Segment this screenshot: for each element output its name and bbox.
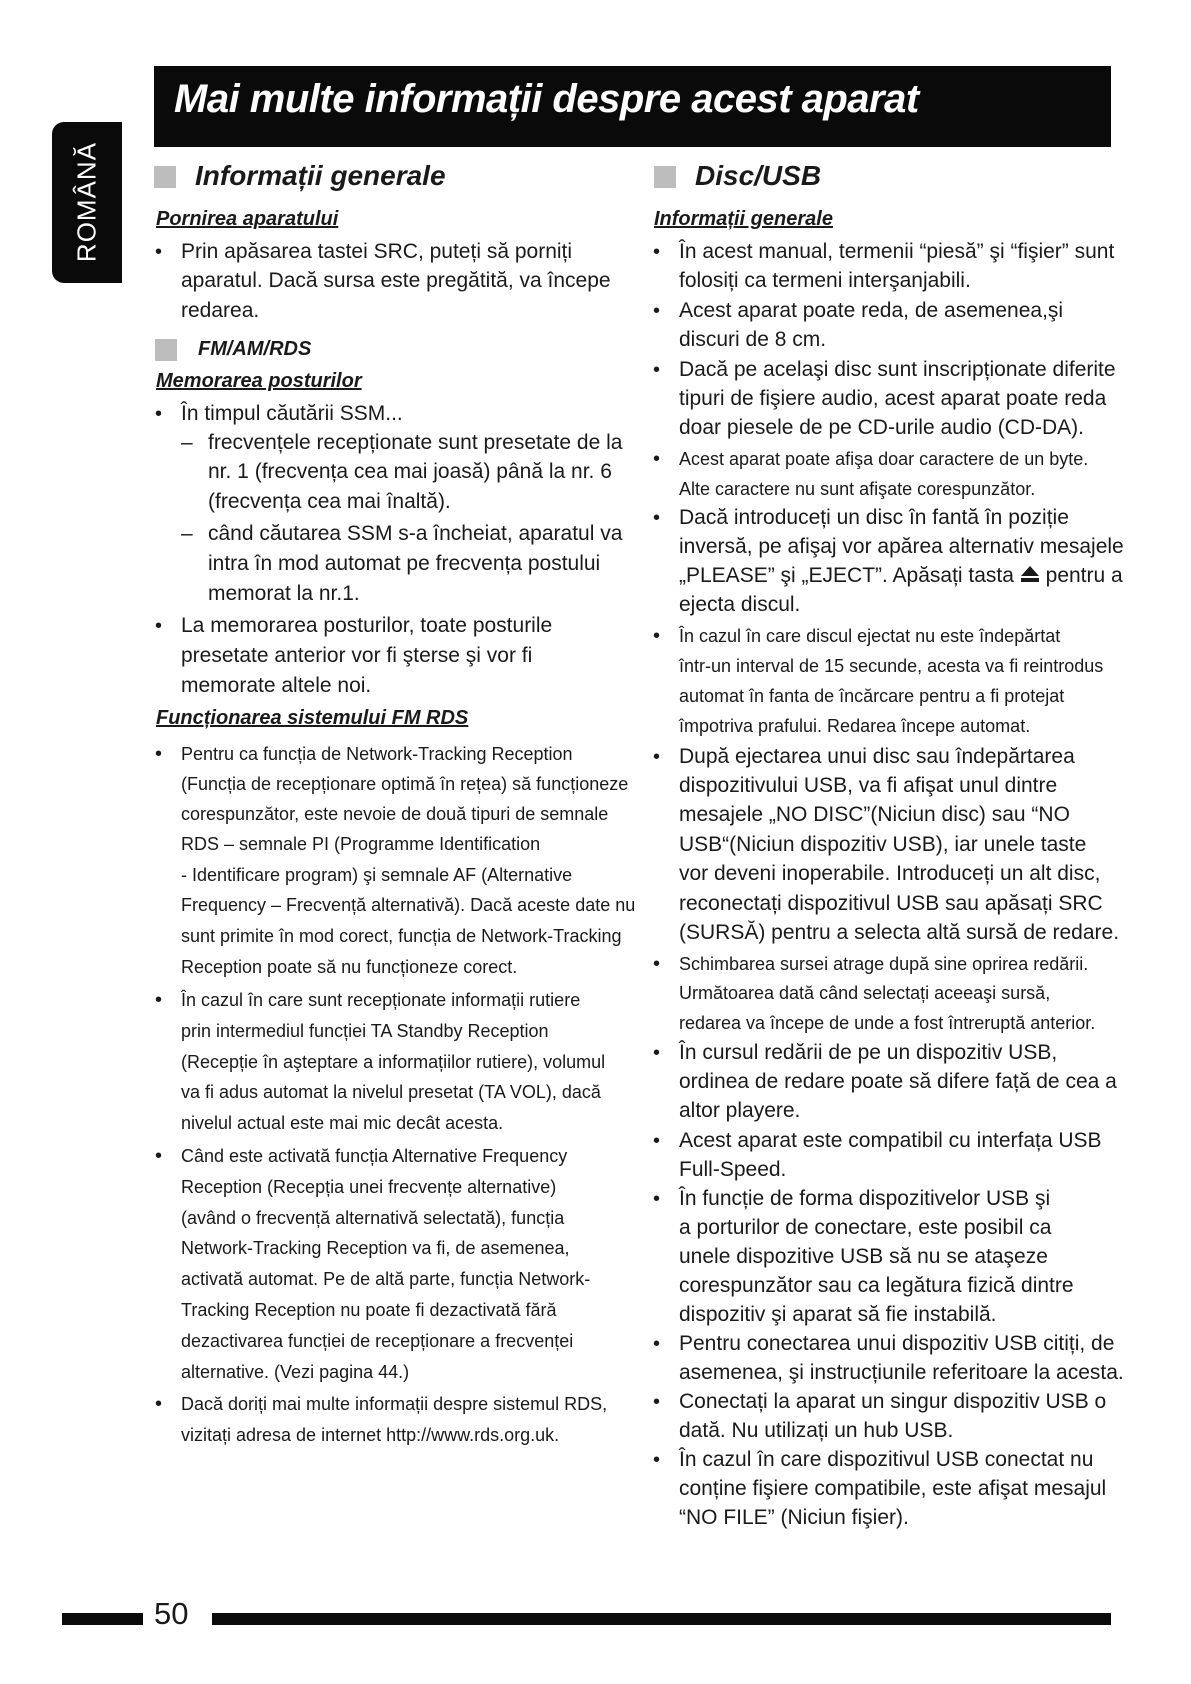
text-line: inversă, pe afişaj vor apărea alternativ mesajele xyxy=(679,535,1124,558)
text-line: asemenea, şi instrucțiunile referitoare la acesta. xyxy=(679,1361,1124,1384)
text-line: redarea va începe de unde a fost întreruptă anterior. xyxy=(679,1013,1096,1033)
text-line: (frecvența cea mai înaltă). xyxy=(208,490,451,513)
text-line: După ejectarea unui disc sau îndepărtarea xyxy=(679,745,1075,768)
text-line: Când este activată funcția Alternative Frequency xyxy=(181,1146,568,1166)
bullet-icon: • xyxy=(653,1449,661,1471)
text-line: (Funcția de recepționare optimă în rețea) să funcționeze xyxy=(181,774,629,794)
text-line: corespunzător, este nevoie de două tipuri de semnale xyxy=(181,804,609,824)
text-line: discuri de 8 cm. xyxy=(679,328,827,351)
text-line: Acest aparat este compatibil cu interfața USB xyxy=(679,1129,1102,1152)
text-line: (SURSĂ) pentru a selecta altă sursă de redare. xyxy=(679,921,1120,944)
text-line: Reception poate să nu funcționeze corect. xyxy=(181,957,518,977)
text-line: Dacă introduceți un disc în fantă în poziție xyxy=(679,506,1069,529)
text-line: Pentru ca funcția de Network-Tracking Reception xyxy=(181,744,573,764)
text-line: Prin apăsarea tastei SRC, puteți să porniți xyxy=(181,240,573,263)
section-square-icon xyxy=(154,166,176,188)
text-line: intra în mod automat pe frecvența postului xyxy=(208,552,601,575)
text-line: când căutarea SSM s-a încheiat, aparatul va xyxy=(208,522,623,545)
bullet-icon: • xyxy=(155,615,163,637)
text-line: activată automat. Pe de altă parte, funcția Network- xyxy=(181,1269,591,1289)
text-line: - Identificare program) şi semnale AF (Alternative xyxy=(181,865,573,885)
text-line: nr. 1 (frecvența cea mai joasă) până la nr. 6 xyxy=(208,460,612,483)
subheading-informatii-generale: Informații generale xyxy=(654,208,833,230)
text-line: RDS – semnale PI (Programme Identification xyxy=(181,834,541,854)
section-square-icon xyxy=(155,339,177,361)
dash-icon: – xyxy=(181,431,193,454)
language-tab-label: ROMÂNĂ xyxy=(71,141,102,263)
text-line: prin intermediul funcției TA Standby Reception xyxy=(181,1021,549,1041)
text-line: În cursul redării de pe un dispozitiv USB, xyxy=(679,1041,1058,1064)
text-line: (având o frecvență alternativă selectată), funcția xyxy=(181,1208,565,1228)
text-line: aparatul. Dacă sursa este pregătită, va începe xyxy=(181,269,611,292)
text-line: Schimbarea sursei atrage după sine oprirea redării. xyxy=(679,954,1089,974)
text-line: memorat la nr.1. xyxy=(208,582,360,605)
bullet-icon: • xyxy=(653,507,661,529)
text-line: dispozitiv şi aparat să fie instabilă. xyxy=(679,1303,997,1326)
text-line: În cazul în care discul ejectat nu este îndepărtat xyxy=(679,626,1061,646)
subheading-fm-rds: Funcționarea sistemului FM RDS xyxy=(156,707,469,729)
title-bar xyxy=(154,66,1111,147)
bullet-icon: • xyxy=(653,625,661,647)
text-line: nivelul actual este mai mic decât acesta. xyxy=(181,1113,504,1133)
text-line: USB“(Niciun dispozitiv USB), iar unele taste xyxy=(679,833,1087,856)
bullet-icon: • xyxy=(653,448,661,470)
text-line: alternative. (Vezi pagina 44.) xyxy=(181,1362,410,1382)
text-line: redarea. xyxy=(181,299,260,322)
text-line: conține fişiere compatibile, este afişat mesajul xyxy=(679,1477,1107,1500)
text-line: într-un interval de 15 secunde, acesta va fi reintrodus xyxy=(679,656,1104,676)
text-line: împotriva prafului. Redarea începe automat. xyxy=(679,716,1031,736)
bullet-icon: • xyxy=(653,746,661,768)
section-title: Informații generale xyxy=(195,160,446,191)
text-line: Alte caractere nu sunt afişate corespunzător. xyxy=(679,479,1036,499)
text-line: presetate anterior vor fi şterse şi vor fi xyxy=(181,644,533,667)
text-line: În timpul căutării SSM... xyxy=(181,402,403,425)
bullet-icon: • xyxy=(653,1042,661,1064)
text-line: vor deveni inoperabile. Introduceți un alt disc, xyxy=(679,862,1101,885)
text-line: „PLEASE” şi „EJECT”. Apăsați tasta xyxy=(679,564,1014,587)
text-line: va fi adus automat la nivelul presetat (TA VOL), dacă xyxy=(181,1082,601,1102)
text-line: În funcție de forma dispozitivelor USB şi xyxy=(679,1187,1051,1210)
section-title: Disc/USB xyxy=(695,160,822,191)
text-line: Frequency – Frecvență alternativă). Dacă aceste date nu xyxy=(181,895,636,915)
text-line: Network-Tracking Reception va fi, de asemenea, xyxy=(181,1238,570,1258)
text-line: dispozitivului USB, va fi afişat unul dintre xyxy=(679,774,1058,797)
bullet-icon: • xyxy=(155,989,163,1011)
text-line: automat în fanta de încărcare pentru a fi protejat xyxy=(679,686,1065,706)
bullet-icon: • xyxy=(155,743,163,765)
text-line: Conectați la aparat un singur dispozitiv USB o xyxy=(679,1390,1107,1413)
subsection-title: FM/AM/RDS xyxy=(198,338,312,360)
text-line: dată. Nu utilizați un hub USB. xyxy=(679,1419,954,1442)
section-square-icon xyxy=(654,166,676,188)
bullet-icon: • xyxy=(155,1393,163,1415)
text-line: Reception (Recepția unei frecvențe alternative) xyxy=(181,1177,557,1197)
dash-icon: – xyxy=(181,522,193,545)
text-line: Tracking Reception nu poate fi dezactivată fără xyxy=(181,1300,557,1320)
text-line: reconectați dispozitivul USB sau apăsați SRC xyxy=(679,892,1103,915)
bullet-icon: • xyxy=(155,241,163,263)
text-line: ejecta discul. xyxy=(679,593,801,616)
text-line: folosiți ca termeni interşanjabili. xyxy=(679,269,971,292)
text-line: Dacă doriți mai multe informații despre sistemul RDS, xyxy=(181,1394,608,1414)
bullet-icon: • xyxy=(653,1391,661,1413)
text-line: Acest aparat poate afişa doar caractere de un byte. xyxy=(679,449,1089,469)
subheading-pornirea: Pornirea aparatului xyxy=(156,208,339,230)
text-line: Următoarea dată când selectați aceeaşi sursă, xyxy=(679,983,1051,1003)
text-line: a porturilor de conectare, este posibil ca xyxy=(679,1216,1052,1239)
text-line: În acest manual, termenii “piesă” şi “fişier” sunt xyxy=(679,240,1115,263)
footer-bar-right xyxy=(212,1613,1111,1625)
text-line: sunt primite în mod corect, funcția de Network-Tracking xyxy=(181,926,622,946)
bullet-icon: • xyxy=(653,1130,661,1152)
text-line: În cazul în care dispozitivul USB conectat nu xyxy=(679,1448,1094,1471)
text-line: unele dispozitive USB să nu se ataşeze xyxy=(679,1245,1048,1268)
bullet-icon: • xyxy=(653,953,661,975)
text-line: frecvențele recepționate sunt presetate de la xyxy=(208,431,623,454)
text-line: vizitați adresa de internet http://www.rds.org.uk. xyxy=(181,1425,560,1445)
subheading-memorarea: Memorarea posturilor xyxy=(156,370,362,392)
text-line: pentru a xyxy=(1045,564,1123,587)
text-line: (Recepție în aşteptare a informațiilor rutiere), volumul xyxy=(181,1052,606,1072)
text-line: mesajele „NO DISC”(Niciun disc) sau “NO xyxy=(679,803,1070,826)
bullet-icon: • xyxy=(653,1188,661,1210)
text-line: În cazul în care sunt recepționate informații rutiere xyxy=(181,990,581,1010)
text-line-with-eject xyxy=(679,563,1123,589)
bullet-icon: • xyxy=(653,241,661,263)
bullet-icon: • xyxy=(653,300,661,322)
text-line: Dacă pe acelaşi disc sunt inscripționate diferite xyxy=(679,358,1116,381)
text-line: ordinea de redare poate să difere față de cea a xyxy=(679,1070,1117,1093)
footer-bar-left xyxy=(62,1613,143,1625)
text-line: Full-Speed. xyxy=(679,1158,787,1181)
text-line: “NO FILE” (Niciun fişier). xyxy=(679,1506,909,1529)
text-line: altor playere. xyxy=(679,1099,801,1122)
bullet-icon: • xyxy=(653,1333,661,1355)
text-line: tipuri de fişiere audio, acest aparat poate reda xyxy=(679,387,1107,410)
page-number: 50 xyxy=(154,1596,189,1631)
text-line: Acest aparat poate reda, de asemenea,şi xyxy=(679,299,1064,322)
eject-icon xyxy=(1020,564,1040,587)
language-tab xyxy=(52,122,122,283)
text-line: La memorarea posturilor, toate posturile xyxy=(181,614,553,637)
text-line: doar piesele de pe CD-urile audio (CD-DA). xyxy=(679,416,1085,439)
text-line: memorate altele noi. xyxy=(181,674,372,697)
bullet-icon: • xyxy=(653,359,661,381)
text-line: Pentru conectarea unui dispozitiv USB citiți, de xyxy=(679,1332,1115,1355)
text-line: dezactivarea funcției de recepționare a frecvenței xyxy=(181,1331,574,1351)
text-line: corespunzător sau ca legătura fizică dintre xyxy=(679,1274,1074,1297)
bullet-icon: • xyxy=(155,403,163,425)
bullet-icon: • xyxy=(155,1145,163,1167)
page-title: Mai multe informații despre acest aparat xyxy=(174,77,919,121)
